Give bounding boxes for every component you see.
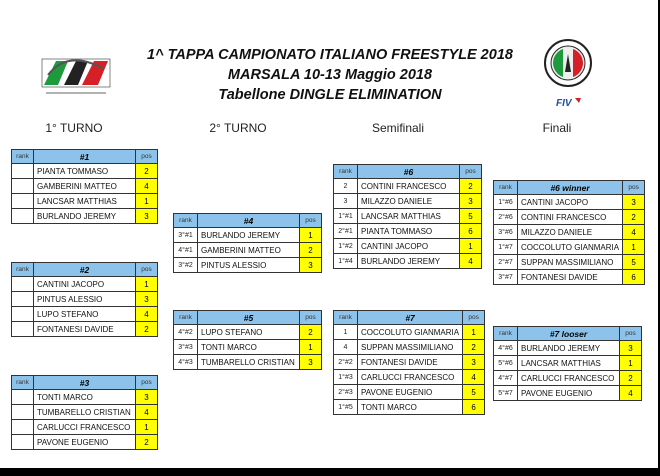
rank-label: rank	[334, 165, 358, 179]
seed-cell	[12, 209, 34, 224]
table-row	[12, 307, 158, 322]
group-1-table	[11, 149, 158, 224]
group-name: #6 winner	[518, 181, 623, 195]
seed-cell: 1°#7	[494, 240, 518, 255]
table-row	[12, 322, 158, 337]
position-cell: 6	[463, 400, 485, 415]
group-3-table	[11, 375, 158, 450]
seed-cell	[12, 322, 34, 337]
seed-cell: 5°#7	[494, 386, 518, 401]
table-row	[12, 420, 158, 435]
column-header-finals: Finali	[542, 121, 572, 135]
table-row	[334, 239, 482, 254]
position-cell: 1	[460, 239, 482, 254]
athlete-name: PIANTA TOMMASO	[358, 224, 460, 239]
table-row	[174, 340, 322, 355]
title-line-2: MARSALA 10-13 Maggio 2018	[227, 67, 433, 83]
position-cell: 5	[460, 209, 482, 224]
table-row	[494, 356, 642, 371]
rank-label: rank	[174, 214, 198, 228]
pos-label: pos	[623, 181, 645, 195]
seed-cell: 3°#1	[174, 228, 198, 243]
seed-cell: 2°#1	[334, 224, 358, 239]
athlete-name: PIANTA TOMMASO	[34, 164, 136, 179]
group-header	[12, 150, 158, 164]
athlete-name: TUMBARELLO CRISTIAN	[198, 355, 300, 370]
position-cell: 3	[300, 355, 322, 370]
position-cell: 6	[623, 270, 645, 285]
seed-cell: 3	[334, 194, 358, 209]
group-name: #7	[358, 311, 463, 325]
group-header	[494, 181, 645, 195]
position-cell: 4	[623, 225, 645, 240]
position-cell: 1	[463, 325, 485, 340]
seed-cell: 1	[334, 325, 358, 340]
athlete-name: COCCOLUTO GIANMARIA	[518, 240, 623, 255]
table-row	[494, 210, 645, 225]
position-cell: 2	[136, 164, 158, 179]
table-row	[334, 370, 485, 385]
position-cell: 2	[136, 435, 158, 450]
group-7-looser-table	[493, 326, 642, 401]
athlete-name: LANCSAR MATTHIAS	[358, 209, 460, 224]
table-row	[494, 240, 645, 255]
position-cell: 1	[300, 340, 322, 355]
pos-label: pos	[136, 376, 158, 390]
column-header-semifinals: Semifinali	[371, 121, 425, 135]
table-row	[334, 224, 482, 239]
seed-cell: 1°#1	[334, 209, 358, 224]
table-row	[12, 179, 158, 194]
group-7-table	[333, 310, 485, 415]
table-row	[334, 254, 482, 269]
group-header	[12, 376, 158, 390]
athlete-name: FONTANESI DAVIDE	[518, 270, 623, 285]
seed-cell: 3°#7	[494, 270, 518, 285]
title-line-3: Tabellone DINGLE ELIMINATION	[218, 87, 442, 103]
title-line-1: 1^ TAPPA CAMPIONATO ITALIANO FREESTYLE 2018	[147, 47, 513, 63]
athlete-name: LANCSAR MATTHIAS	[518, 356, 620, 371]
seed-cell: 4°#7	[494, 371, 518, 386]
table-row	[494, 270, 645, 285]
seed-cell: 2°#6	[494, 210, 518, 225]
athlete-name: BURLANDO JEREMY	[34, 209, 136, 224]
position-cell: 3	[620, 341, 642, 356]
column-header-round2: 2° TURNO	[209, 121, 267, 135]
pos-label: pos	[300, 214, 322, 228]
table-row	[494, 225, 645, 240]
group-5-table	[173, 310, 322, 370]
group-name: #7 looser	[518, 327, 620, 341]
seed-cell: 2°#2	[334, 355, 358, 370]
group-6-table	[333, 164, 482, 269]
table-row	[494, 386, 642, 401]
athlete-name: MILAZZO DANIELE	[518, 225, 623, 240]
position-cell: 2	[623, 210, 645, 225]
athlete-name: FONTANESI DAVIDE	[34, 322, 136, 337]
position-cell: 1	[623, 240, 645, 255]
table-row	[334, 340, 485, 355]
rank-label: rank	[12, 263, 34, 277]
rank-label: rank	[494, 181, 518, 195]
pos-label: pos	[300, 311, 322, 325]
rank-label: rank	[334, 311, 358, 325]
athlete-name: LUPO STEFANO	[198, 325, 300, 340]
seed-cell: 4°#3	[174, 355, 198, 370]
group-header	[174, 311, 322, 325]
position-cell: 3	[300, 258, 322, 273]
position-cell: 6	[460, 224, 482, 239]
athlete-name: BURLANDO JEREMY	[518, 341, 620, 356]
table-row	[12, 194, 158, 209]
position-cell: 4	[136, 307, 158, 322]
athlete-name: BURLANDO JEREMY	[198, 228, 300, 243]
position-cell: 1	[136, 420, 158, 435]
athlete-name: CONTINI FRANCESCO	[358, 179, 460, 194]
athlete-name: COCCOLUTO GIANMARIA	[358, 325, 463, 340]
table-row	[334, 400, 485, 415]
athlete-name: PAVONE EUGENIO	[518, 386, 620, 401]
group-name: #4	[198, 214, 300, 228]
pos-label: pos	[620, 327, 642, 341]
athlete-name: GAMBERINI MATTEO	[198, 243, 300, 258]
group-name: #3	[34, 376, 136, 390]
svg-text:FIV: FIV	[556, 98, 572, 109]
seed-cell: 2°#7	[494, 255, 518, 270]
athlete-name: CANTINI JACOPO	[34, 277, 136, 292]
seed-cell: 4	[334, 340, 358, 355]
table-row	[174, 228, 322, 243]
seed-cell: 1°#6	[494, 195, 518, 210]
table-row	[494, 195, 645, 210]
table-row	[334, 385, 485, 400]
rank-label: rank	[494, 327, 518, 341]
athlete-name: CONTINI FRANCESCO	[518, 210, 623, 225]
position-cell: 2	[300, 243, 322, 258]
seed-cell: 4°#6	[494, 341, 518, 356]
athlete-name: FONTANESI DAVIDE	[358, 355, 463, 370]
position-cell: 4	[463, 370, 485, 385]
rank-label: rank	[174, 311, 198, 325]
position-cell: 4	[620, 386, 642, 401]
fiv-logo-icon	[555, 95, 583, 109]
seed-cell: 4°#2	[174, 325, 198, 340]
table-row	[174, 243, 322, 258]
athlete-name: GAMBERINI MATTEO	[34, 179, 136, 194]
seed-cell: 3°#2	[174, 258, 198, 273]
seed-cell: 1°#4	[334, 254, 358, 269]
athlete-name: TONTI MARCO	[358, 400, 463, 415]
position-cell: 1	[300, 228, 322, 243]
group-header	[334, 311, 485, 325]
athlete-name: TUMBARELLO CRISTIAN	[34, 405, 136, 420]
table-row	[494, 341, 642, 356]
title-block	[120, 45, 540, 105]
table-row	[174, 355, 322, 370]
table-row	[12, 277, 158, 292]
athlete-name: CANTINI JACOPO	[518, 195, 623, 210]
position-cell: 1	[136, 194, 158, 209]
table-row	[12, 435, 158, 450]
table-row	[12, 292, 158, 307]
group-header	[334, 165, 482, 179]
athlete-name: LUPO STEFANO	[34, 307, 136, 322]
position-cell: 3	[463, 355, 485, 370]
federation-seal-icon	[543, 38, 593, 88]
table-row	[334, 194, 482, 209]
position-cell: 1	[620, 356, 642, 371]
seed-cell: 1°#5	[334, 400, 358, 415]
club-logo-icon	[38, 45, 114, 100]
position-cell: 3	[623, 195, 645, 210]
group-header	[494, 327, 642, 341]
rank-label: rank	[12, 150, 34, 164]
position-cell: 3	[460, 194, 482, 209]
table-row	[334, 355, 485, 370]
group-name: #2	[34, 263, 136, 277]
table-row	[12, 209, 158, 224]
seed-cell	[12, 179, 34, 194]
group-name: #6	[358, 165, 460, 179]
group-name: #1	[34, 150, 136, 164]
seed-cell: 2°#3	[334, 385, 358, 400]
position-cell: 2	[460, 179, 482, 194]
athlete-name: CARLUCCI FRANCESCO	[358, 370, 463, 385]
athlete-name: LANCSAR MATTHIAS	[34, 194, 136, 209]
athlete-name: PINTUS ALESSIO	[198, 258, 300, 273]
pos-label: pos	[463, 311, 485, 325]
seed-cell	[12, 164, 34, 179]
position-cell: 4	[460, 254, 482, 269]
pos-label: pos	[136, 263, 158, 277]
seed-cell: 4°#1	[174, 243, 198, 258]
seed-cell	[12, 405, 34, 420]
table-row	[334, 325, 485, 340]
position-cell: 2	[463, 340, 485, 355]
position-cell: 2	[136, 322, 158, 337]
athlete-name: BURLANDO JEREMY	[358, 254, 460, 269]
seed-cell: 1°#2	[334, 239, 358, 254]
athlete-name: SUPPAN MASSIMILIANO	[518, 255, 623, 270]
table-row	[494, 371, 642, 386]
athlete-name: SUPPAN MASSIMILIANO	[358, 340, 463, 355]
athlete-name: CANTINI JACOPO	[358, 239, 460, 254]
athlete-name: MILAZZO DANIELE	[358, 194, 460, 209]
position-cell: 3	[136, 390, 158, 405]
table-row	[12, 164, 158, 179]
group-header	[174, 214, 322, 228]
seed-cell: 3°#3	[174, 340, 198, 355]
athlete-name: PAVONE EUGENIO	[34, 435, 136, 450]
seed-cell: 5°#6	[494, 356, 518, 371]
seed-cell: 3°#6	[494, 225, 518, 240]
table-row	[334, 179, 482, 194]
position-cell: 3	[136, 209, 158, 224]
position-cell: 2	[620, 371, 642, 386]
athlete-name: PINTUS ALESSIO	[34, 292, 136, 307]
athlete-name: PAVONE EUGENIO	[358, 385, 463, 400]
seed-cell	[12, 277, 34, 292]
group-4-table	[173, 213, 322, 273]
seed-cell: 1°#3	[334, 370, 358, 385]
table-row	[334, 209, 482, 224]
group-6-winner-table	[493, 180, 645, 285]
group-2-table	[11, 262, 158, 337]
pos-label: pos	[460, 165, 482, 179]
seed-cell: 2	[334, 179, 358, 194]
seed-cell	[12, 194, 34, 209]
table-row	[12, 405, 158, 420]
athlete-name: CARLUCCI FRANCESCO	[34, 420, 136, 435]
group-name: #5	[198, 311, 300, 325]
seed-cell	[12, 420, 34, 435]
position-cell: 4	[136, 179, 158, 194]
seed-cell	[12, 307, 34, 322]
seed-cell	[12, 292, 34, 307]
position-cell: 1	[136, 277, 158, 292]
table-row	[12, 390, 158, 405]
position-cell: 5	[623, 255, 645, 270]
table-row	[174, 258, 322, 273]
pos-label: pos	[136, 150, 158, 164]
athlete-name: CARLUCCI FRANCESCO	[518, 371, 620, 386]
position-cell: 2	[300, 325, 322, 340]
column-header-round1: 1° TURNO	[45, 121, 103, 135]
athlete-name: TONTI MARCO	[34, 390, 136, 405]
group-header	[12, 263, 158, 277]
position-cell: 3	[136, 292, 158, 307]
table-row	[174, 325, 322, 340]
position-cell: 4	[136, 405, 158, 420]
seed-cell	[12, 390, 34, 405]
rank-label: rank	[12, 376, 34, 390]
table-row	[494, 255, 645, 270]
position-cell: 5	[463, 385, 485, 400]
athlete-name: TONTI MARCO	[198, 340, 300, 355]
seed-cell	[12, 435, 34, 450]
